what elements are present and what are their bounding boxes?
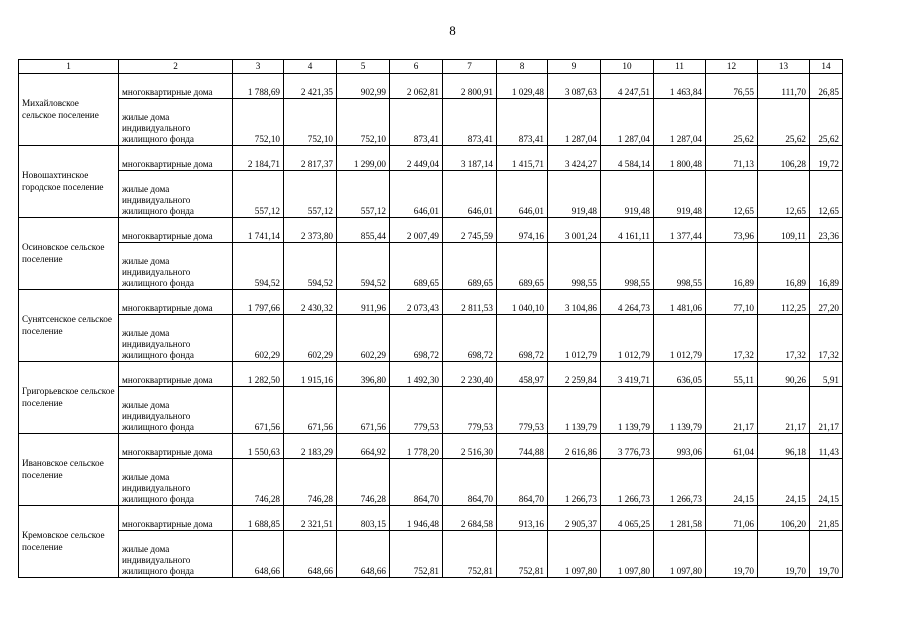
value-cell: 109,11 — [758, 218, 810, 243]
value-cell: 61,04 — [706, 434, 758, 459]
value-cell: 602,29 — [284, 315, 337, 362]
column-number-cell: 9 — [548, 60, 601, 74]
value-cell: 998,55 — [654, 243, 706, 290]
table-row — [19, 290, 843, 315]
value-cell: 2 800,91 — [443, 74, 497, 99]
value-cell: 919,48 — [548, 171, 601, 218]
value-cell: 1 139,79 — [601, 387, 654, 434]
value-cell: 16,89 — [810, 243, 843, 290]
value-cell: 1 287,04 — [654, 99, 706, 146]
table-row — [19, 99, 843, 146]
value-cell: 752,10 — [233, 99, 284, 146]
value-cell: 911,96 — [337, 290, 390, 315]
value-cell: 752,81 — [390, 531, 443, 578]
value-cell: 557,12 — [284, 171, 337, 218]
value-cell: 873,41 — [497, 99, 548, 146]
value-cell: 25,62 — [810, 99, 843, 146]
value-cell: 396,80 — [337, 362, 390, 387]
value-cell: 864,70 — [443, 459, 497, 506]
value-cell: 24,15 — [706, 459, 758, 506]
value-cell: 671,56 — [337, 387, 390, 434]
value-cell: 752,81 — [443, 531, 497, 578]
column-number-cell: 13 — [758, 60, 810, 74]
value-cell: 594,52 — [337, 243, 390, 290]
value-cell: 779,53 — [497, 387, 548, 434]
value-cell: 1 139,79 — [654, 387, 706, 434]
value-cell: 671,56 — [233, 387, 284, 434]
value-cell: 2 430,32 — [284, 290, 337, 315]
value-cell: 648,66 — [337, 531, 390, 578]
value-cell: 1 377,44 — [654, 218, 706, 243]
value-cell: 873,41 — [390, 99, 443, 146]
value-cell: 671,56 — [284, 387, 337, 434]
value-cell: 746,28 — [337, 459, 390, 506]
value-cell: 4 161,11 — [601, 218, 654, 243]
value-cell: 744,88 — [497, 434, 548, 459]
value-cell: 3 187,14 — [443, 146, 497, 171]
value-cell: 19,70 — [810, 531, 843, 578]
value-cell: 1 012,79 — [654, 315, 706, 362]
value-cell: 689,65 — [497, 243, 548, 290]
value-cell: 993,06 — [654, 434, 706, 459]
value-cell: 2 073,43 — [390, 290, 443, 315]
table-row — [19, 171, 843, 218]
value-cell: 2 905,37 — [548, 506, 601, 531]
value-cell: 111,70 — [758, 74, 810, 99]
value-cell: 3 424,27 — [548, 146, 601, 171]
value-cell: 90,26 — [758, 362, 810, 387]
column-number-cell: 8 — [497, 60, 548, 74]
value-cell: 4 065,25 — [601, 506, 654, 531]
value-cell: 2 259,84 — [548, 362, 601, 387]
value-cell: 25,62 — [706, 99, 758, 146]
value-cell: 71,06 — [706, 506, 758, 531]
value-cell: 1 287,04 — [601, 99, 654, 146]
value-cell: 2 373,80 — [284, 218, 337, 243]
value-cell: 4 264,73 — [601, 290, 654, 315]
value-cell: 1 097,80 — [601, 531, 654, 578]
value-cell: 689,65 — [390, 243, 443, 290]
table-row — [19, 315, 843, 362]
value-cell: 698,72 — [390, 315, 443, 362]
value-cell: 96,18 — [758, 434, 810, 459]
value-cell: 1 012,79 — [601, 315, 654, 362]
value-cell: 2 745,59 — [443, 218, 497, 243]
column-number-cell: 2 — [119, 60, 233, 74]
value-cell: 112,25 — [758, 290, 810, 315]
value-cell: 1 797,66 — [233, 290, 284, 315]
value-cell: 2 616,86 — [548, 434, 601, 459]
value-cell: 873,41 — [443, 99, 497, 146]
value-cell: 974,16 — [497, 218, 548, 243]
value-cell: 602,29 — [337, 315, 390, 362]
column-number-cell: 6 — [390, 60, 443, 74]
value-cell: 1 139,79 — [548, 387, 601, 434]
housing-type-cell: многоквартирные дома — [119, 290, 233, 315]
column-number-cell: 4 — [284, 60, 337, 74]
value-cell: 998,55 — [601, 243, 654, 290]
value-cell: 2 321,51 — [284, 506, 337, 531]
value-cell: 689,65 — [443, 243, 497, 290]
value-cell: 21,17 — [758, 387, 810, 434]
housing-type-cell: многоквартирные дома — [119, 218, 233, 243]
value-cell: 1 266,73 — [654, 459, 706, 506]
value-cell: 3 104,86 — [548, 290, 601, 315]
value-cell: 1 287,04 — [548, 99, 601, 146]
settlement-name-cell: Михайловское сельское поселение — [19, 74, 119, 146]
value-cell: 2 007,49 — [390, 218, 443, 243]
value-cell: 1 463,84 — [654, 74, 706, 99]
value-cell: 21,17 — [706, 387, 758, 434]
value-cell: 2 183,29 — [284, 434, 337, 459]
value-cell: 19,70 — [758, 531, 810, 578]
table-row — [19, 387, 843, 434]
value-cell: 2 421,35 — [284, 74, 337, 99]
housing-type-cell: многоквартирные дома — [119, 146, 233, 171]
value-cell: 1 915,16 — [284, 362, 337, 387]
value-cell: 646,01 — [443, 171, 497, 218]
value-cell: 1 778,20 — [390, 434, 443, 459]
value-cell: 1 800,48 — [654, 146, 706, 171]
value-cell: 12,65 — [758, 171, 810, 218]
column-number-cell: 12 — [706, 60, 758, 74]
value-cell: 1 946,48 — [390, 506, 443, 531]
housing-type-cell: жилые дома индивидуального жилищного фонда — [119, 99, 233, 146]
value-cell: 23,36 — [810, 218, 843, 243]
value-cell: 2 811,53 — [443, 290, 497, 315]
housing-type-cell: жилые дома индивидуального жилищного фонда — [119, 531, 233, 578]
value-cell: 2 516,30 — [443, 434, 497, 459]
value-cell: 3 001,24 — [548, 218, 601, 243]
value-cell: 646,01 — [497, 171, 548, 218]
value-cell: 2 062,81 — [390, 74, 443, 99]
value-cell: 1 266,73 — [548, 459, 601, 506]
value-cell: 16,89 — [758, 243, 810, 290]
value-cell: 648,66 — [284, 531, 337, 578]
value-cell: 602,29 — [233, 315, 284, 362]
value-cell: 752,10 — [284, 99, 337, 146]
value-cell: 1 415,71 — [497, 146, 548, 171]
housing-type-cell: жилые дома индивидуального жилищного фонда — [119, 243, 233, 290]
value-cell: 2 184,71 — [233, 146, 284, 171]
value-cell: 2 817,37 — [284, 146, 337, 171]
value-cell: 11,43 — [810, 434, 843, 459]
value-cell: 2 449,04 — [390, 146, 443, 171]
table-row — [19, 531, 843, 578]
value-cell: 1 299,00 — [337, 146, 390, 171]
value-cell: 17,32 — [810, 315, 843, 362]
housing-type-cell: многоквартирные дома — [119, 362, 233, 387]
value-cell: 1 097,80 — [548, 531, 601, 578]
housing-type-cell: жилые дома индивидуального жилищного фонда — [119, 315, 233, 362]
table-row — [19, 434, 843, 459]
value-cell: 26,85 — [810, 74, 843, 99]
value-cell: 864,70 — [390, 459, 443, 506]
tariff-table — [18, 59, 843, 578]
settlement-name-cell: Осиновское сельское поселение — [19, 218, 119, 290]
value-cell: 4 247,51 — [601, 74, 654, 99]
value-cell: 76,55 — [706, 74, 758, 99]
value-cell: 698,72 — [443, 315, 497, 362]
value-cell: 2 230,40 — [443, 362, 497, 387]
value-cell: 106,28 — [758, 146, 810, 171]
value-cell: 779,53 — [390, 387, 443, 434]
value-cell: 855,44 — [337, 218, 390, 243]
table-row — [19, 459, 843, 506]
value-cell: 902,99 — [337, 74, 390, 99]
value-cell: 12,65 — [810, 171, 843, 218]
value-cell: 913,16 — [497, 506, 548, 531]
value-cell: 998,55 — [548, 243, 601, 290]
value-cell: 2 684,58 — [443, 506, 497, 531]
value-cell: 1 281,58 — [654, 506, 706, 531]
value-cell: 458,97 — [497, 362, 548, 387]
settlement-name-cell: Григорьевское сельское поселение — [19, 362, 119, 434]
value-cell: 19,70 — [706, 531, 758, 578]
housing-type-cell: многоквартирные дома — [119, 434, 233, 459]
value-cell: 746,28 — [284, 459, 337, 506]
value-cell: 27,20 — [810, 290, 843, 315]
column-number-cell: 11 — [654, 60, 706, 74]
settlement-name-cell: Сунятсенское сельское поселение — [19, 290, 119, 362]
table-row — [19, 218, 843, 243]
table-row — [19, 146, 843, 171]
column-number-cell: 1 — [19, 60, 119, 74]
value-cell: 1 029,48 — [497, 74, 548, 99]
value-cell: 17,32 — [758, 315, 810, 362]
value-cell: 1 688,85 — [233, 506, 284, 531]
column-number-cell: 14 — [810, 60, 843, 74]
column-number-cell: 3 — [233, 60, 284, 74]
value-cell: 919,48 — [601, 171, 654, 218]
value-cell: 1 741,14 — [233, 218, 284, 243]
value-cell: 594,52 — [233, 243, 284, 290]
housing-type-cell: жилые дома индивидуального жилищного фонда — [119, 387, 233, 434]
value-cell: 803,15 — [337, 506, 390, 531]
value-cell: 557,12 — [337, 171, 390, 218]
column-number-row — [19, 60, 843, 74]
value-cell: 24,15 — [758, 459, 810, 506]
value-cell: 3 776,73 — [601, 434, 654, 459]
value-cell: 698,72 — [497, 315, 548, 362]
page-number: 8 — [449, 23, 456, 38]
value-cell: 594,52 — [284, 243, 337, 290]
value-cell: 1 550,63 — [233, 434, 284, 459]
settlement-name-cell: Ивановское сельское поселение — [19, 434, 119, 506]
settlement-name-cell: Кремовское сельское поселение — [19, 506, 119, 578]
value-cell: 664,92 — [337, 434, 390, 459]
value-cell: 25,62 — [758, 99, 810, 146]
value-cell: 919,48 — [654, 171, 706, 218]
value-cell: 4 584,14 — [601, 146, 654, 171]
value-cell: 19,72 — [810, 146, 843, 171]
value-cell: 752,10 — [337, 99, 390, 146]
housing-type-cell: жилые дома индивидуального жилищного фонда — [119, 171, 233, 218]
value-cell: 1 040,10 — [497, 290, 548, 315]
housing-type-cell: многоквартирные дома — [119, 74, 233, 99]
value-cell: 71,13 — [706, 146, 758, 171]
value-cell: 73,96 — [706, 218, 758, 243]
value-cell: 779,53 — [443, 387, 497, 434]
value-cell: 3 087,63 — [548, 74, 601, 99]
value-cell: 648,66 — [233, 531, 284, 578]
value-cell: 1 097,80 — [654, 531, 706, 578]
value-cell: 557,12 — [233, 171, 284, 218]
housing-type-cell: многоквартирные дома — [119, 506, 233, 531]
table-row — [19, 506, 843, 531]
value-cell: 646,01 — [390, 171, 443, 218]
value-cell: 1 282,50 — [233, 362, 284, 387]
value-cell: 77,10 — [706, 290, 758, 315]
value-cell: 5,91 — [810, 362, 843, 387]
value-cell: 24,15 — [810, 459, 843, 506]
value-cell: 636,05 — [654, 362, 706, 387]
housing-type-cell: жилые дома индивидуального жилищного фонда — [119, 459, 233, 506]
value-cell: 12,65 — [706, 171, 758, 218]
value-cell: 1 492,30 — [390, 362, 443, 387]
value-cell: 106,20 — [758, 506, 810, 531]
table-row — [19, 362, 843, 387]
value-cell: 3 419,71 — [601, 362, 654, 387]
table-row — [19, 243, 843, 290]
column-number-cell: 10 — [601, 60, 654, 74]
settlement-name-cell: Новошахтинское городское поселение — [19, 146, 119, 218]
value-cell: 16,89 — [706, 243, 758, 290]
column-number-cell: 5 — [337, 60, 390, 74]
value-cell: 17,32 — [706, 315, 758, 362]
value-cell: 21,85 — [810, 506, 843, 531]
value-cell: 1 012,79 — [548, 315, 601, 362]
column-number-cell: 7 — [443, 60, 497, 74]
table-row — [19, 74, 843, 99]
value-cell: 746,28 — [233, 459, 284, 506]
value-cell: 864,70 — [497, 459, 548, 506]
value-cell: 55,11 — [706, 362, 758, 387]
value-cell: 1 788,69 — [233, 74, 284, 99]
value-cell: 752,81 — [497, 531, 548, 578]
value-cell: 1 266,73 — [601, 459, 654, 506]
value-cell: 21,17 — [810, 387, 843, 434]
value-cell: 1 481,06 — [654, 290, 706, 315]
